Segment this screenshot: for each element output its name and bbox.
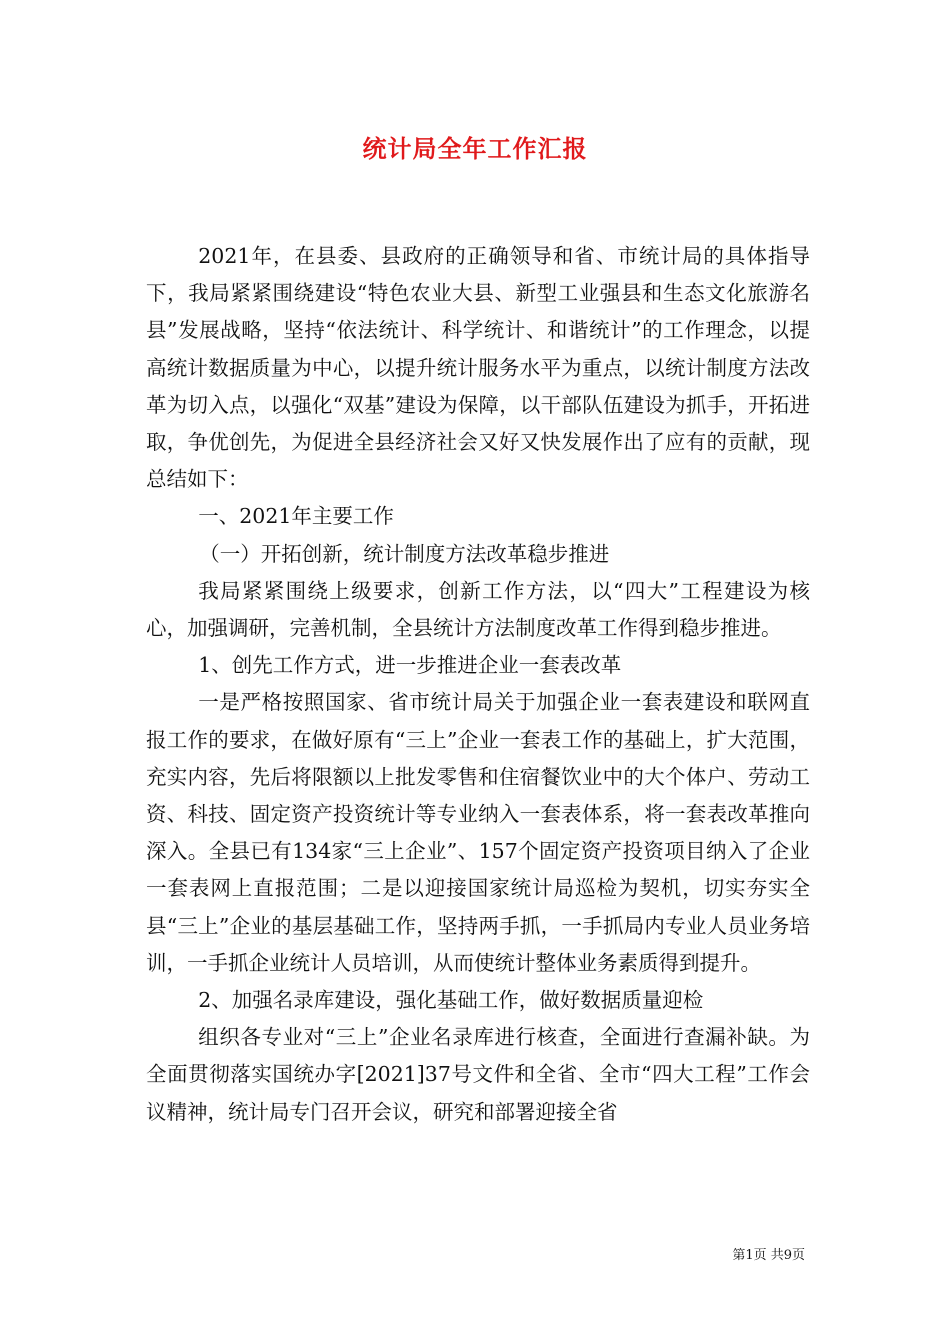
paragraph-innovation: 我局紧紧围绕上级要求，创新工作方法，以“四大”工程建设为核心，加强调研，完善机制，全县统计方法制度改革工作得到稳步推进。 xyxy=(146,578,810,641)
paragraph-intro: 2021年，在县委、县政府的正确领导和省、市统计局的具体指导下，我局紧紧围绕建设“特色农业大县、新型工业强县和生态文化旅游名县”发展战略，坚持“依法统计、科学统计、和谐统计”的工作理念，以提高统计数据质量为中心，以提升统计服务水平为重点，以统计制度方法改革为切入点，以强化“双基”建设为保障，以干部队伍建设为抓手，开拓进取，争优创先，为促进全县经济社会又好又快发展作出了应有的贡献，现总结如下： xyxy=(146,244,810,492)
item-heading-2: 2、加强名录库建设，强化基础工作，做好数据质量迎检 xyxy=(198,988,704,1013)
item-heading-1: 1、创先工作方式，进一步推进企业一套表改革 xyxy=(198,653,622,678)
document-title: 统计局全年工作汇报 xyxy=(362,134,588,163)
section-heading-main-work: 一、2021年主要工作 xyxy=(198,504,394,529)
document-body xyxy=(146,238,810,1131)
paragraph-item-1: 一是严格按照国家、省市统计局关于加强企业一套表建设和联网直报工作的要求，在做好原有“三上”企业一套表工作的基础上，扩大范围，充实内容，先后将限额以上批发零售和住宿餐饮业中的大个体户、劳动工资、科技、固定资产投资统计等专业纳入一套表体系，将一套表改革推向深入。全县已有134家“三上企业”、157个固定资产投资项目纳入了企业一套表网上直报范围；二是以迎接国家统计局巡检为契机，切实夯实全县“三上”企业的基层基础工作，坚持两手抓，一手抓局内专业人员业务培训，一手抓企业统计人员培训，从而使统计整体业务素质得到提升。 xyxy=(146,690,810,975)
paragraph-item-2: 组织各专业对“三上”企业名录库进行核查，全面进行查漏补缺。为全面贯彻落实国统办字[2021]37号文件和全省、全市“四大工程”工作会议精神，统计局专门召开会议，研究和部署迎接全省 xyxy=(146,1025,810,1124)
page-number-footer: 第1页 共9页 xyxy=(732,1248,805,1263)
subsection-heading-innovation: （一）开拓创新，统计制度方法改革稳步推进 xyxy=(199,541,610,566)
